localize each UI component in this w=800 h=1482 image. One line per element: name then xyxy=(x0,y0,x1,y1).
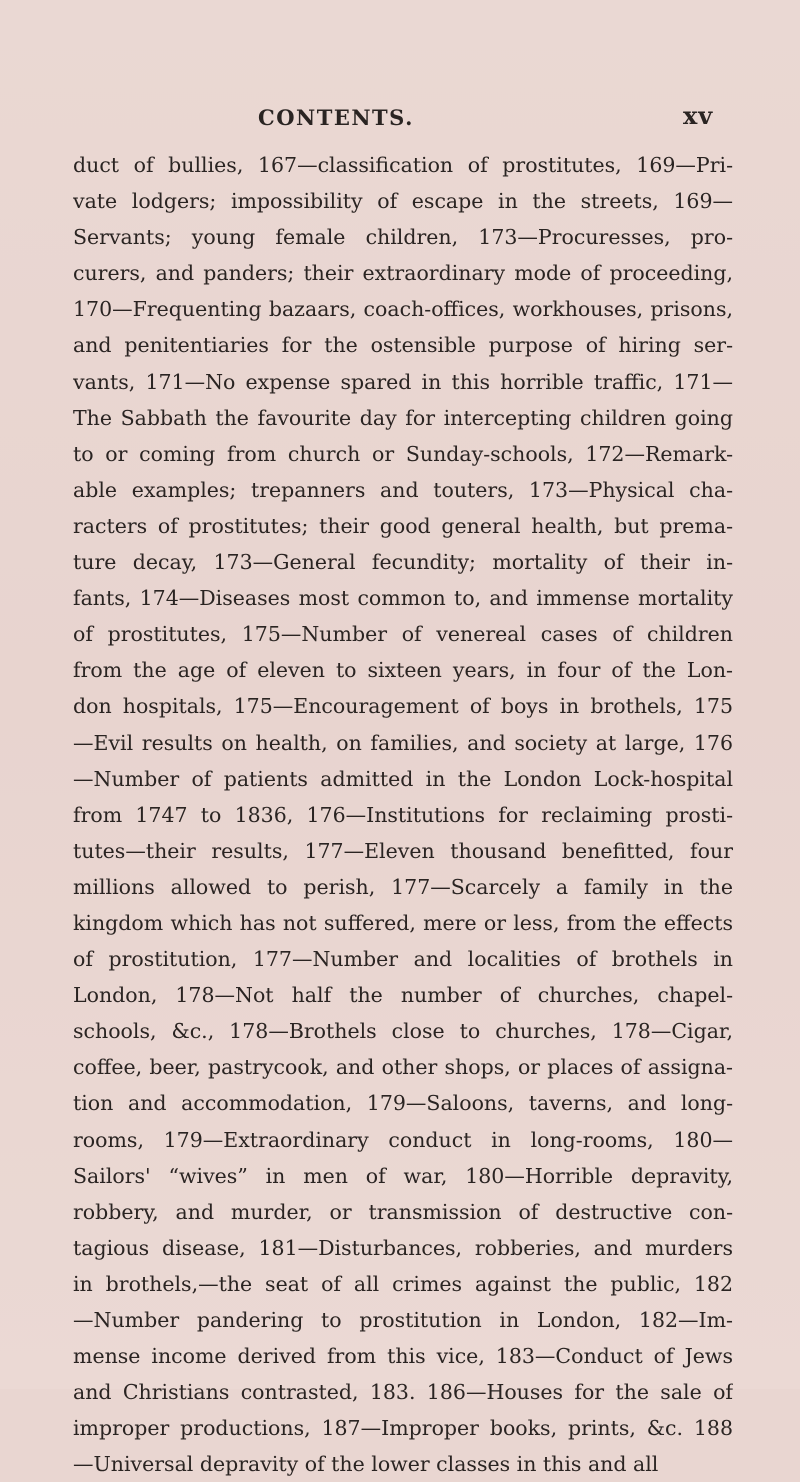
text-line: vate lodgers; impossibility of escape in the streets, 169— xyxy=(73,189,733,214)
text-line: of prostitutes, 175—Number of venereal cases of children xyxy=(73,622,733,647)
text-line: of prostitution, 177—Number and localities of brothels in xyxy=(73,947,733,972)
text-line: coffee, beer, pastrycook, and other shops, or places of assigna- xyxy=(73,1055,733,1080)
page-header xyxy=(0,101,800,145)
text-line: ture decay, 173—General fecundity; mortality of their in- xyxy=(73,550,733,575)
text-line: Servants; young female children, 173—Procuresses, pro- xyxy=(73,225,733,250)
text-line: fants, 174—Diseases most common to, and immense mortality xyxy=(73,586,733,611)
text-line: —Number pandering to prostitution in London, 182—Im- xyxy=(73,1308,733,1332)
text-line: tagious disease, 181—Disturbances, robberies, and murders xyxy=(73,1235,733,1260)
text-line: duct of bullies, 167—classification of prostitutes, 169—Pri- xyxy=(73,153,733,177)
text-line: robbery, and murder, or transmission of destructive con- xyxy=(73,1199,733,1224)
text-line: tion and accommodation, 179—Saloons, taverns, and long- xyxy=(73,1091,733,1116)
text-line: improper productions, 187—Improper books, prints, &c. 188 xyxy=(73,1416,733,1441)
text-line: kingdom which has not suffered, mere or less, from the effects xyxy=(73,910,733,935)
text-line: and penitentiaries for the ostensible purpose of hiring ser- xyxy=(73,333,733,358)
text-line: schools, &c., 178—Brothels close to churches, 178—Cigar, xyxy=(73,1019,733,1044)
text-line: in brothels,—the seat of all crimes against the public, 182 xyxy=(73,1271,733,1296)
text-line: mense income derived from this vice, 183—Conduct of Jews xyxy=(73,1344,733,1369)
text-line: millions allowed to perish, 177—Scarcely a family in the xyxy=(73,874,733,899)
text-line: curers, and panders; their extraordinary mode of proceeding, xyxy=(73,261,733,286)
text-line: tutes—their results, 177—Eleven thousand benefitted, four xyxy=(73,838,733,863)
text-line: —Number of patients admitted in the London Lock-hospital xyxy=(73,766,733,791)
contents-body xyxy=(73,147,733,1482)
page-number: xv xyxy=(683,101,714,130)
text-line: Sailors' “wives” in men of war, 180—Horrible depravity, xyxy=(73,1163,733,1188)
text-line: rooms, 179—Extraordinary conduct in long-rooms, 180— xyxy=(73,1127,733,1152)
text-line: 170—Frequenting bazaars, coach-offices, workhouses, prisons, xyxy=(73,297,733,322)
text-line: and Christians contrasted, 183. 186—Houses for the sale of xyxy=(73,1380,733,1405)
text-line: vants, 171—No expense spared in this horrible traffic, 171— xyxy=(73,369,733,394)
text-line: able examples; trepanners and touters, 173—Physical cha- xyxy=(73,477,733,502)
text-line: The Sabbath the favourite day for intercepting children going xyxy=(73,405,733,430)
text-line: to or coming from church or Sunday-schools, 172—Remark- xyxy=(73,441,733,466)
text-line: racters of prostitutes; their good general health, but prema- xyxy=(73,513,733,538)
text-line: don hospitals, 175—Encouragement of boys in brothels, 175 xyxy=(73,694,733,719)
text-line: from 1747 to 1836, 176—Institutions for reclaiming prosti- xyxy=(73,802,733,827)
running-title: CONTENTS. xyxy=(258,105,414,130)
text-line: London, 178—Not half the number of churches, chapel- xyxy=(73,983,733,1008)
text-line: —Evil results on health, on families, and society at large, 176 xyxy=(73,730,733,755)
text-line: from the age of eleven to sixteen years, in four of the Lon- xyxy=(73,658,733,683)
text-line: —Universal depravity of the lower classes in this and all xyxy=(73,1452,659,1477)
